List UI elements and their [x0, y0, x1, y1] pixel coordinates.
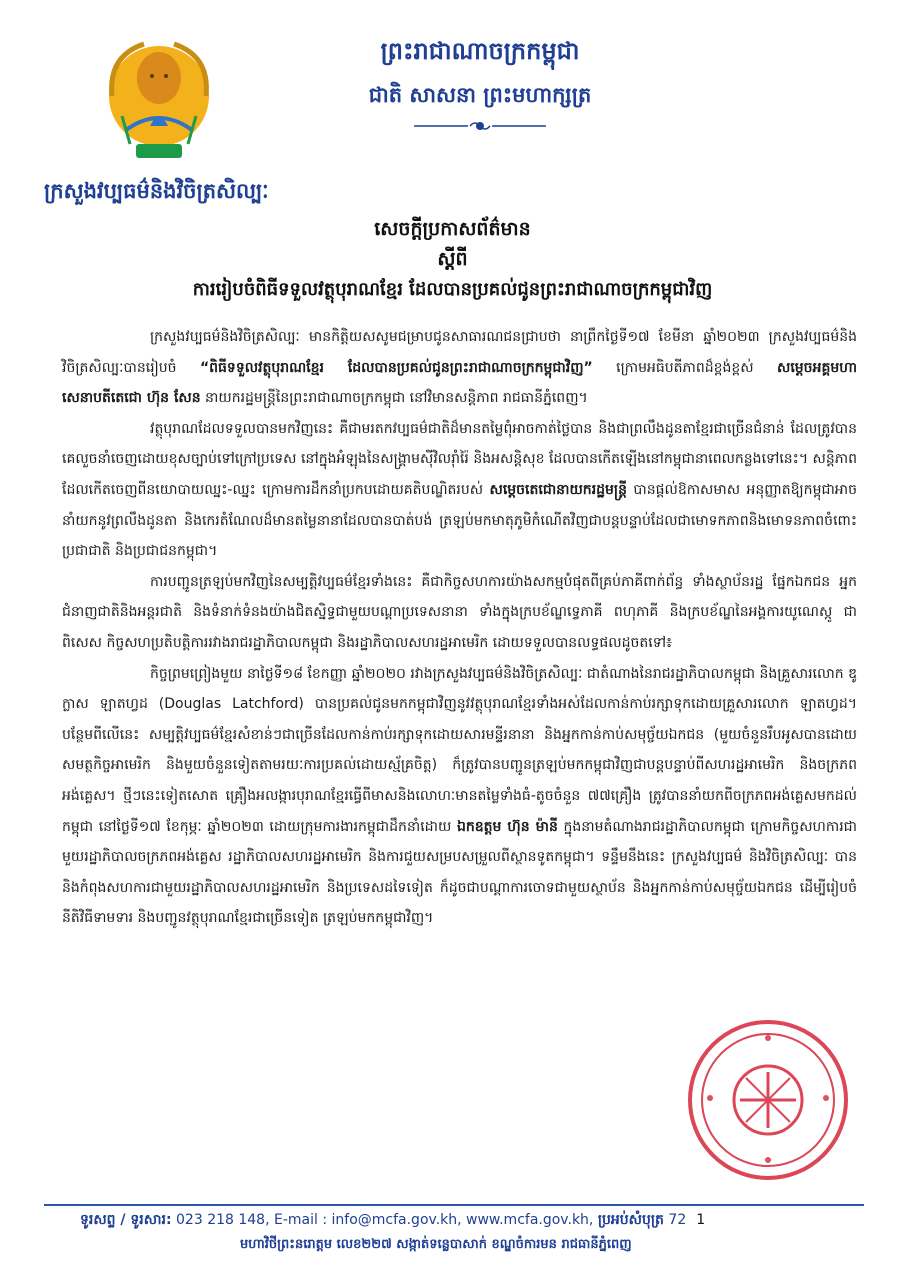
title-regarding: ស្តីពី — [437, 248, 468, 270]
paragraph-2: វត្ថុបុរាណដែលទទួលបានមកវិញនេះ គឺជាមរតកវប្បធម៌ជាតិដ៏មានតម្លៃពុំអាចកាត់ថ្លៃបាន និងជាព្រលឹងដូនតាខ្មែរជាច្រើនជំនាន់ ដែលត្រូវបានគេលួចនាំចេញដោយខុសច្បាប់ទៅក្រៅប្រទេស នៅក្នុងអំឡុងនៃសង្គ្រាមស៊ីវិលរ៉ាំរ៉ៃ និងអសន្តិសុខ ដែលបានកើតឡើងនៅកម្ពុជានាពេលកន្លងទៅនេះ។ សន្តិភាពដែលកើតចេញពីនយោបាយឈ្នះ-ឈ្នះ ក្រោមការដឹកនាំប្រកបដោយគតិបណ្ឌិតរបស់ សម្តេចតេជោនាយករដ្ឋមន្ត្រី បានផ្តល់ឱកាសមាស អនុញ្ញាតឱ្យកម្ពុជាអាចនាំយកនូវព្រលឹងដូនតា និងកេរតំណែលដ៏មានតម្លៃនានាដែលបានបាត់បង់ ត្រឡប់មកមាតុភូមិកំណើតវិញជាបន្តបន្ទាប់ដែលជាមោទកភាពនិងមោទនភាពចំពោះប្រជាជាតិ និងប្រជាជនកម្ពុជា។ — [62, 420, 857, 560]
paragraph-3: ការបញ្ជូនត្រឡប់មកវិញនៃសម្បត្តិវប្បធម៌ខ្មែរទាំងនេះ គឺជាកិច្ចសហការយ៉ាងសកម្មបំផុតពីគ្រប់ភាគីពាក់ព័ន្ធ ទាំងស្ថាប័នរដ្ឋ ផ្នែកឯកជន អ្នកជំនាញជាតិនិងអន្តរជាតិ និងទំនាក់ទំនងយ៉ាងជិតស្និទ្ធជាមួយបណ្តាប្រទេសនានា ទាំងក្នុងក្របខ័ណ្ឌទ្វេភាគី ពហុភាគី និងក្របខ័ណ្ឌនៃអង្គការយូណេស្កូ ជាពិសេស កិច្ចសហប្រតិបត្តិការរវាងរាជរដ្ឋាភិបាលកម្ពុជា និងរដ្ឋាភិបាលសហរដ្ឋអាមេរិក ដោយទទួលបានលទ្ធផលដូចតទៅ៖ — [62, 573, 857, 651]
ornament-divider-icon — [410, 118, 550, 134]
document-body — [62, 322, 857, 934]
motto-title: ជាតិ សាសនា ព្រះមហាក្សត្រ — [368, 82, 592, 107]
footer-divider — [44, 1204, 864, 1206]
ministry-emblem-icon — [100, 36, 218, 168]
po-box-label: ប្រអប់សំបុត្រ — [597, 1212, 664, 1228]
paragraph-4: កិច្ចព្រមព្រៀងមួយ នាថ្ងៃទី១៨ ខែកញ្ញា ឆ្នាំ២០២០ រវាងក្រសួងវប្បធម៌និងវិចិត្រសិល្បៈ ជាតំណាងនៃរាជរដ្ឋាភិបាលកម្ពុជា និងគ្រួសារលោក ឌូក្លាស ឡាតហ្វដ (Douglas Latchford) បានប្រគល់ជូនមកកម្ពុជាវិញនូវវត្ថុបុរាណខ្មែរទាំងអស់ដែលកាន់កាប់រក្សាទុកដោយគ្រួសារលោក ឡាតហ្វដ។ បន្ថែមពីលើនេះ សម្បត្តិវប្បធម៌ខ្មែរសំខាន់ៗជាច្រើនដែលកាន់កាប់រក្សាទុកដោយសារមន្ទីរនានា និងអ្នកកាន់កាប់សមុច្ច័យឯកជន (មួយចំនួនរឹបអូសបានដោយសមត្ថកិច្ចអាមេរិក និងមួយចំនួនទៀតតាមរយៈការប្រគល់ដោយស្ម័គ្រចិត្ត) ក៏ត្រូវបានបញ្ជូនត្រឡប់មកកម្ពុជាវិញជាបន្តបន្ទាប់ពីសហរដ្ឋអាមេរិក និងចក្រភពអង់គ្លេស។ ថ្មីៗនេះទៀតសោត គ្រឿងអលង្ការបុរាណខ្មែរធ្វើពីមាសនិងលោហៈមានតម្លៃទាំងធំ-តូចចំនួន ៧៧គ្រឿង ត្រូវបាននាំយកពីចក្រភពអង់គ្លេសមកដល់កម្ពុជា នៅថ្ងៃទី១៧ ខែកុម្ភៈ ឆ្នាំ២០២៣ ដោយក្រុមការងារកម្ពុជាដឹកនាំដោយ ឯកឧត្តម ហ៊ុន ម៉ានី ក្នុងនាមតំណាងរាជរដ្ឋាភិបាលកម្ពុជា ក្រោមកិច្ចសហការជាមួយរដ្ឋាភិបាលចក្រភពអង់គ្លេស រដ្ឋាភិបាលសហរដ្ឋអាមេរិក និងការជួយសម្របសម្រួលពីស្ថានទូតកម្ពុជា។ ទន្ទឹមនឹងនេះ ក្រសួងវប្បធម៌ និងវិចិត្រសិល្បៈ បាននិងកំពុងសហការជាមួយរដ្ឋាភិបាលសហរដ្ឋអាមេរិក និងប្រទេសដទៃទៀត ក៏ដូចជាបណ្តាការចោទជាមួយស្ថាប័ន និងអ្នកកាន់កាប់សមុច្ច័យឯកជន ដើម្បីរៀបចំនីតិវិធីទាមទារ និងបញ្ជូនវត្ថុបុរាណខ្មែរជាច្រើនទៀត ត្រឡប់មកកម្ពុជាវិញ។ — [62, 665, 857, 927]
official-red-seal-icon — [650, 1008, 872, 1188]
po-box-number: 72 — [668, 1212, 687, 1228]
document-titles — [40, 214, 865, 306]
title-subject: ការរៀបចំពិធីទទួលវត្ថុបុរាណខ្មែរ ដែលបានប្រគល់ជូនព្រះរាជាណាចក្រកម្ពុជាវិញ — [192, 279, 713, 300]
contact-label: ទូរសព្ទ / ទូរសារ: — [80, 1212, 172, 1228]
footer-address: មហាវិថីព្រះនរោត្តម លេខ២២៧ សង្កាត់ទន្លេបាសាក់ ខណ្ឌចំការមន រាជធានីភ្នំពេញ — [240, 1237, 632, 1252]
kingdom-title: ព្រះរាជាណាចក្រកម្ពុជា — [380, 36, 580, 65]
paragraph-1: ក្រសួងវប្បធម៌និងវិចិត្រសិល្បៈ មានកិត្តិយសសូមជម្រាបជូនសាធារណជនជ្រាបថា នាព្រឹកថ្ងៃទី១៧ ខែមីនា ឆ្នាំ២០២៣ ក្រសួងវប្បធម៌និងវិចិត្រសិល្បៈបានរៀបចំ “ពិធីទទួលវត្ថុបុរាណខ្មែរ ដែលបានប្រគល់ជូនព្រះរាជាណាចក្រកម្ពុជាវិញ” ក្រោមអធិបតីភាពដ៏ខ្ពង់ខ្ពស់ សម្តេចអគ្គមហាសេនាបតីតេជោ ហ៊ុន សែន នាយករដ្ឋមន្ត្រីនៃព្រះរាជាណាចក្រកម្ពុជា នៅវិមានសន្តិភាព រាជធានីភ្នំពេញ។ — [62, 329, 857, 407]
footer-contact — [80, 1210, 860, 1231]
ministry-name: ក្រសួងវប្បធម៌និងវិចិត្រសិល្បៈ — [44, 179, 269, 203]
title-press-release: សេចក្តីប្រកាសព័ត៌មាន — [374, 218, 531, 240]
phone-number: 023 218 148 — [176, 1212, 266, 1228]
page-number: 1 — [696, 1212, 706, 1228]
email-website: , E-mail : info@mcfa.gov.kh, www.mcfa.gov.kh, — [265, 1212, 594, 1228]
